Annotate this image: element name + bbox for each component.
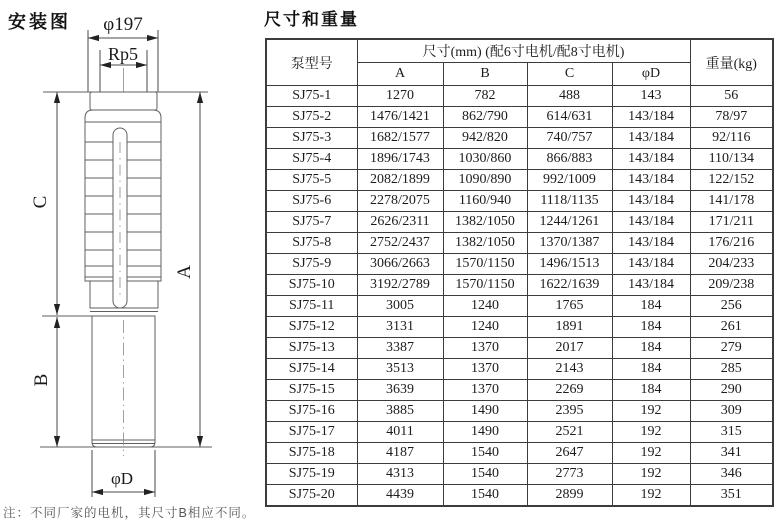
weight-cell: 315 xyxy=(690,422,773,443)
a-cell: 3513 xyxy=(357,359,443,380)
header-dim-c: C xyxy=(527,63,612,86)
b-cell: 1382/1050 xyxy=(443,212,527,233)
table-body xyxy=(266,86,773,507)
weight-cell: 341 xyxy=(690,443,773,464)
table-row xyxy=(266,275,773,296)
table-row xyxy=(266,464,773,485)
a-cell: 1476/1421 xyxy=(357,107,443,128)
weight-cell: 209/238 xyxy=(690,275,773,296)
table-row xyxy=(266,170,773,191)
weight-cell: 171/211 xyxy=(690,212,773,233)
b-cell: 942/820 xyxy=(443,128,527,149)
c-cell: 2143 xyxy=(527,359,612,380)
thread-label: Rp5 xyxy=(107,44,139,64)
weight-cell: 279 xyxy=(690,338,773,359)
header-row-group xyxy=(266,39,773,63)
note-text: 注：不同厂家的电机，其尺寸B相应不同。 xyxy=(3,506,256,520)
header-model: 泵型号 xyxy=(266,39,357,86)
b-cell: 862/790 xyxy=(443,107,527,128)
table-header xyxy=(266,39,773,86)
c-cell: 2521 xyxy=(527,422,612,443)
b-cell: 1490 xyxy=(443,401,527,422)
d-cell: 192 xyxy=(612,464,690,485)
pump-outline xyxy=(85,92,161,312)
b-cell: 1370 xyxy=(443,359,527,380)
header-dim-a: A xyxy=(357,63,443,86)
model-cell: SJ75-18 xyxy=(266,443,357,464)
d-cell: 184 xyxy=(612,338,690,359)
a-cell: 4011 xyxy=(357,422,443,443)
weight-cell: 309 xyxy=(690,401,773,422)
a-cell: 1682/1577 xyxy=(357,128,443,149)
diagram-title: 安装图 xyxy=(8,12,71,32)
header-dim-b: B xyxy=(443,63,527,86)
pump-collar xyxy=(90,92,157,110)
table-row xyxy=(266,443,773,464)
a-cell: 3639 xyxy=(357,380,443,401)
c-cell: 2899 xyxy=(527,485,612,507)
a-cell: 3387 xyxy=(357,338,443,359)
weight-cell: 204/233 xyxy=(690,254,773,275)
d-cell: 184 xyxy=(612,317,690,338)
b-cell: 1030/860 xyxy=(443,149,527,170)
c-cell: 614/631 xyxy=(527,107,612,128)
table-row xyxy=(266,380,773,401)
model-cell: SJ75-10 xyxy=(266,275,357,296)
dim-c-label: C xyxy=(30,195,51,209)
model-cell: SJ75-6 xyxy=(266,191,357,212)
model-cell: SJ75-8 xyxy=(266,233,357,254)
d-cell: 192 xyxy=(612,422,690,443)
model-cell: SJ75-7 xyxy=(266,212,357,233)
d-cell: 143/184 xyxy=(612,275,690,296)
d-cell: 184 xyxy=(612,380,690,401)
c-cell: 2395 xyxy=(527,401,612,422)
a-cell: 2626/2311 xyxy=(357,212,443,233)
d-cell: 143/184 xyxy=(612,128,690,149)
model-cell: SJ75-4 xyxy=(266,149,357,170)
motor-outline xyxy=(92,316,155,456)
d-cell: 143/184 xyxy=(612,212,690,233)
model-cell: SJ75-15 xyxy=(266,380,357,401)
c-cell: 866/883 xyxy=(527,149,612,170)
header-dim-d: φD xyxy=(612,63,690,86)
c-cell: 1765 xyxy=(527,296,612,317)
d-cell: 143/184 xyxy=(612,170,690,191)
dimension-table xyxy=(265,38,774,507)
c-cell: 1244/1261 xyxy=(527,212,612,233)
dim-b-label: B xyxy=(31,373,52,387)
b-cell: 1540 xyxy=(443,464,527,485)
model-cell: SJ75-17 xyxy=(266,422,357,443)
d-cell: 192 xyxy=(612,443,690,464)
d-cell: 184 xyxy=(612,359,690,380)
c-cell: 992/1009 xyxy=(527,170,612,191)
table-row xyxy=(266,191,773,212)
dim-a-label: A xyxy=(174,265,195,279)
d-cell: 192 xyxy=(612,401,690,422)
b-cell: 1090/890 xyxy=(443,170,527,191)
a-cell: 1270 xyxy=(357,86,443,107)
b-cell: 1370 xyxy=(443,380,527,401)
a-cell: 3131 xyxy=(357,317,443,338)
c-cell: 488 xyxy=(527,86,612,107)
table-row xyxy=(266,128,773,149)
a-cell: 2752/2437 xyxy=(357,233,443,254)
c-cell: 740/757 xyxy=(527,128,612,149)
top-diameter-label: φ197 xyxy=(103,14,143,35)
b-cell: 782 xyxy=(443,86,527,107)
header-weight: 重量(kg) xyxy=(690,39,773,86)
b-cell: 1382/1050 xyxy=(443,233,527,254)
installation-diagram xyxy=(0,0,260,528)
weight-cell: 122/152 xyxy=(690,170,773,191)
a-cell: 2082/1899 xyxy=(357,170,443,191)
model-cell: SJ75-5 xyxy=(266,170,357,191)
weight-cell: 78/97 xyxy=(690,107,773,128)
table-row xyxy=(266,317,773,338)
a-cell: 4439 xyxy=(357,485,443,507)
table-row xyxy=(266,359,773,380)
c-cell: 1118/1135 xyxy=(527,191,612,212)
table-row xyxy=(266,212,773,233)
c-cell: 2773 xyxy=(527,464,612,485)
weight-cell: 56 xyxy=(690,86,773,107)
model-cell: SJ75-16 xyxy=(266,401,357,422)
b-cell: 1160/940 xyxy=(443,191,527,212)
model-cell: SJ75-19 xyxy=(266,464,357,485)
dim-c xyxy=(30,92,60,315)
bottom-diameter-label: φD xyxy=(110,469,134,488)
model-cell: SJ75-13 xyxy=(266,338,357,359)
table-row xyxy=(266,401,773,422)
weight-cell: 141/178 xyxy=(690,191,773,212)
weight-cell: 110/134 xyxy=(690,149,773,170)
a-cell: 1896/1743 xyxy=(357,149,443,170)
d-cell: 143/184 xyxy=(612,149,690,170)
weight-cell: 290 xyxy=(690,380,773,401)
a-cell: 2278/2075 xyxy=(357,191,443,212)
table-row xyxy=(266,254,773,275)
table-row xyxy=(266,86,773,107)
b-cell: 1540 xyxy=(443,443,527,464)
a-cell: 3066/2663 xyxy=(357,254,443,275)
model-cell: SJ75-1 xyxy=(266,86,357,107)
table-row xyxy=(266,422,773,443)
d-cell: 143/184 xyxy=(612,191,690,212)
b-cell: 1570/1150 xyxy=(443,275,527,296)
dim-bottom-diameter xyxy=(92,450,155,497)
d-cell: 143/184 xyxy=(612,107,690,128)
model-cell: SJ75-3 xyxy=(266,128,357,149)
c-cell: 2647 xyxy=(527,443,612,464)
d-cell: 143 xyxy=(612,86,690,107)
header-dims-group: 尺寸(mm) (配6寸电机/配8寸电机) xyxy=(357,39,690,63)
weight-cell: 346 xyxy=(690,464,773,485)
table-row xyxy=(266,338,773,359)
a-cell: 3885 xyxy=(357,401,443,422)
c-cell: 1496/1513 xyxy=(527,254,612,275)
c-cell: 2269 xyxy=(527,380,612,401)
table-wrap xyxy=(265,38,774,507)
model-cell: SJ75-9 xyxy=(266,254,357,275)
d-cell: 143/184 xyxy=(612,233,690,254)
b-cell: 1490 xyxy=(443,422,527,443)
a-cell: 3005 xyxy=(357,296,443,317)
a-cell: 3192/2789 xyxy=(357,275,443,296)
c-cell: 2017 xyxy=(527,338,612,359)
b-cell: 1540 xyxy=(443,485,527,507)
weight-cell: 351 xyxy=(690,485,773,507)
d-cell: 192 xyxy=(612,485,690,507)
b-cell: 1370 xyxy=(443,338,527,359)
table-row xyxy=(266,107,773,128)
b-cell: 1240 xyxy=(443,296,527,317)
a-cell: 4313 xyxy=(357,464,443,485)
b-cell: 1570/1150 xyxy=(443,254,527,275)
model-cell: SJ75-11 xyxy=(266,296,357,317)
d-cell: 184 xyxy=(612,296,690,317)
weight-cell: 92/116 xyxy=(690,128,773,149)
dim-a xyxy=(174,92,203,447)
c-cell: 1622/1639 xyxy=(527,275,612,296)
c-cell: 1891 xyxy=(527,317,612,338)
table-row xyxy=(266,233,773,254)
table-row xyxy=(266,485,773,507)
table-row xyxy=(266,149,773,170)
a-cell: 4187 xyxy=(357,443,443,464)
table-row xyxy=(266,296,773,317)
table-title: 尺寸和重量 xyxy=(264,10,359,29)
b-cell: 1240 xyxy=(443,317,527,338)
weight-cell: 285 xyxy=(690,359,773,380)
weight-cell: 256 xyxy=(690,296,773,317)
model-cell: SJ75-12 xyxy=(266,317,357,338)
weight-cell: 261 xyxy=(690,317,773,338)
model-cell: SJ75-14 xyxy=(266,359,357,380)
weight-cell: 176/216 xyxy=(690,233,773,254)
model-cell: SJ75-20 xyxy=(266,485,357,507)
model-cell: SJ75-2 xyxy=(266,107,357,128)
dim-b xyxy=(31,317,60,447)
c-cell: 1370/1387 xyxy=(527,233,612,254)
d-cell: 143/184 xyxy=(612,254,690,275)
